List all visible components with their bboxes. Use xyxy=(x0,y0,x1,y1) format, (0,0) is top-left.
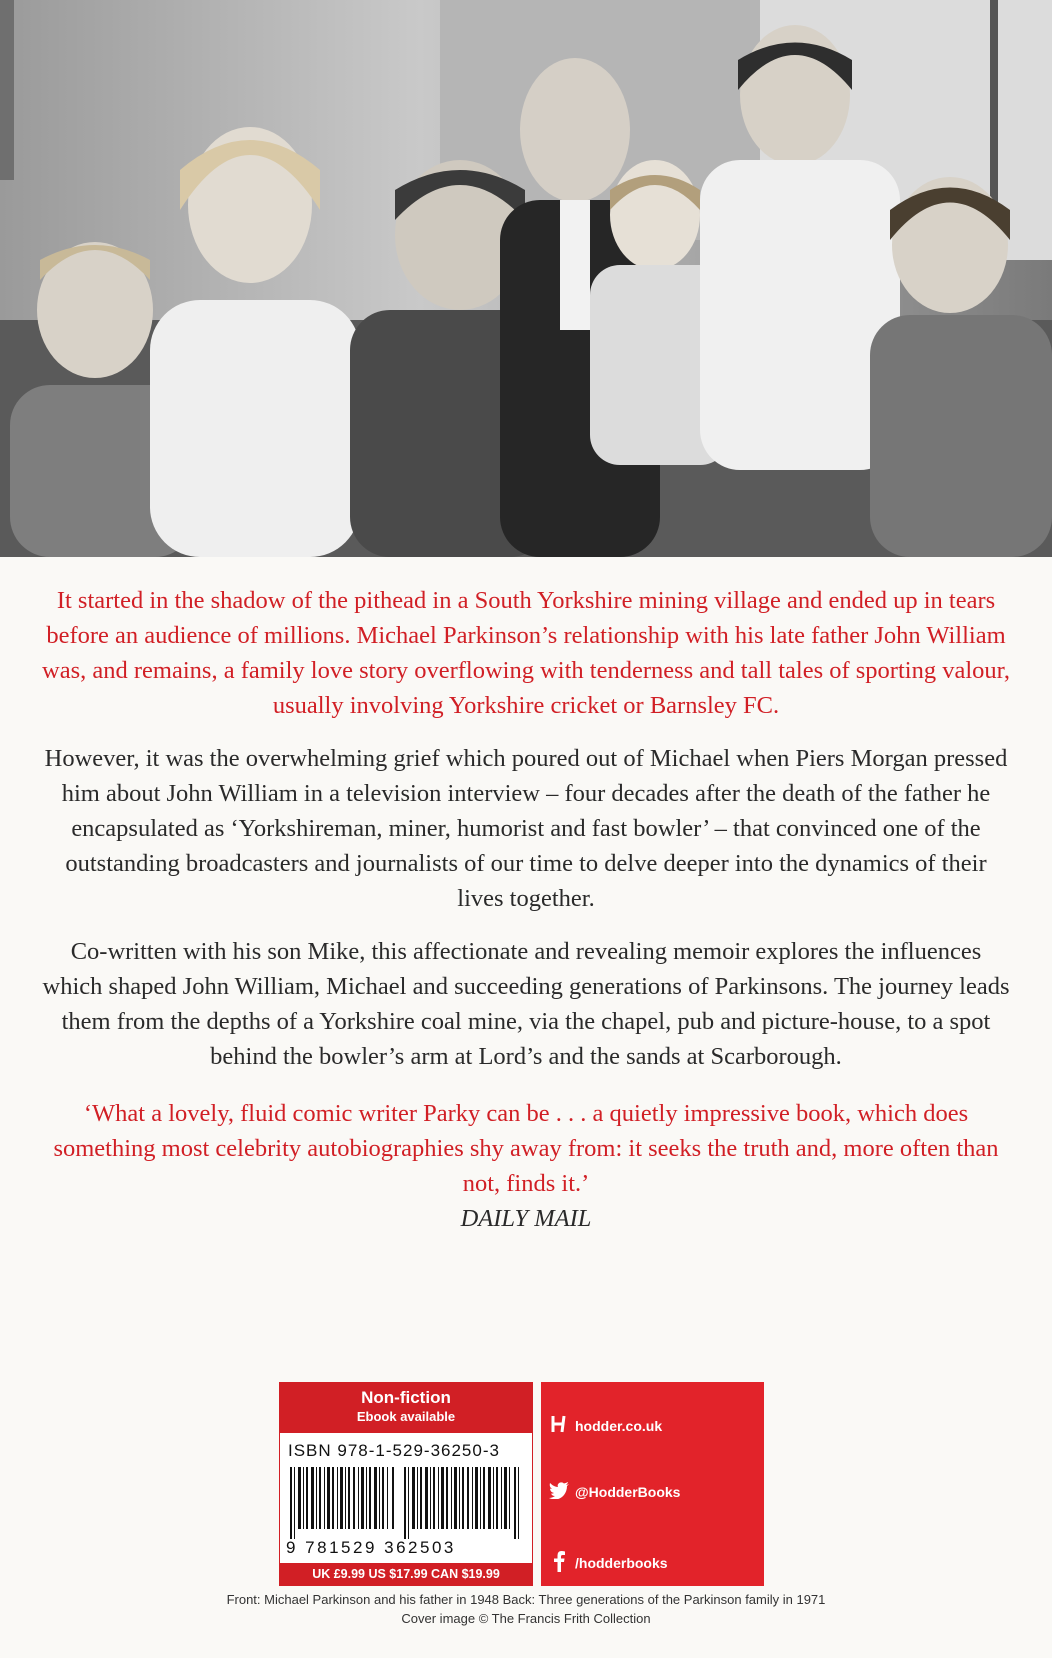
facebook-link[interactable] xyxy=(549,1550,668,1575)
barcode-digits: 9 781529 362503 xyxy=(286,1538,456,1557)
twitter-icon xyxy=(549,1482,569,1502)
barcode-icon xyxy=(288,1467,524,1539)
genre-label xyxy=(280,1383,532,1433)
genre-text: Non-fiction xyxy=(361,1388,451,1407)
blurb-paragraph-2: However, it was the overwhelming grief which poured out of Michael when Piers Morgan pressed him about John William in a television interview – four decades after the death of the father he encapsulated as ‘Yorkshireman, miner, humorist and fast bowler’ – that convinced one of the outstanding broadcasters and journalists of our time to delve deeper into the dynamics of their lives together. xyxy=(44,745,1008,912)
back-cover-blurb xyxy=(40,583,1012,1254)
website-text: hodder.co.uk xyxy=(575,1417,663,1434)
isbn-text: ISBN 978-1-529-36250-3 xyxy=(288,1441,500,1460)
publisher-panel xyxy=(541,1382,764,1586)
hodder-logo-icon xyxy=(549,1414,569,1437)
ebook-text: Ebook available xyxy=(356,1409,456,1424)
twitter-handle: @HodderBooks xyxy=(575,1484,681,1500)
blurb-paragraph-3: Co-written with his son Mike, this affectionate and revealing memoir explores the influences which shaped John William, Michael and succeeding generations of Parkinsons. The journey leads them from the depths of a Yorkshire coal mine, via the chapel, pub and picture-house, to a spot behind the bowler’s arm at Lord’s and the sands at Scarborough. xyxy=(42,938,1010,1070)
photo-credits xyxy=(0,1590,1052,1628)
facebook-icon xyxy=(549,1550,569,1575)
credits-line-1: Front: Michael Parkinson and his father in 1948 Back: Three generations of the Parkinson family in 1971 xyxy=(226,1592,826,1607)
twitter-link[interactable] xyxy=(549,1482,680,1502)
quote-source: DAILY MAIL xyxy=(460,1205,592,1232)
family-photo xyxy=(0,0,1052,557)
credits-line-2: Cover image © The Francis Frith Collection xyxy=(401,1611,651,1626)
family-photo-icon xyxy=(0,0,1052,557)
intro-paragraph: It started in the shadow of the pithead in a South Yorkshire mining village and ended up in tears before an audience of millions. Michael Parkinson’s relationship with his late father John William was, and remains, a family love story overflowing with tenderness and tall tales of sporting valour, usually involving Yorkshire cricket or Barnsley FC. xyxy=(42,587,1010,719)
facebook-handle: /hodderbooks xyxy=(575,1554,668,1571)
review-quote: ‘What a lovely, fluid comic writer Parky can be . . . a quietly impressive book, which does something most celebrity autobiographies shy away from: it seeks the truth and, more often than not, finds it.’ xyxy=(53,1100,999,1197)
barcode-panel xyxy=(279,1382,533,1586)
website-link[interactable] xyxy=(549,1414,662,1437)
price-strip: UK £9.99 US $17.99 CAN $19.99 xyxy=(280,1563,532,1585)
